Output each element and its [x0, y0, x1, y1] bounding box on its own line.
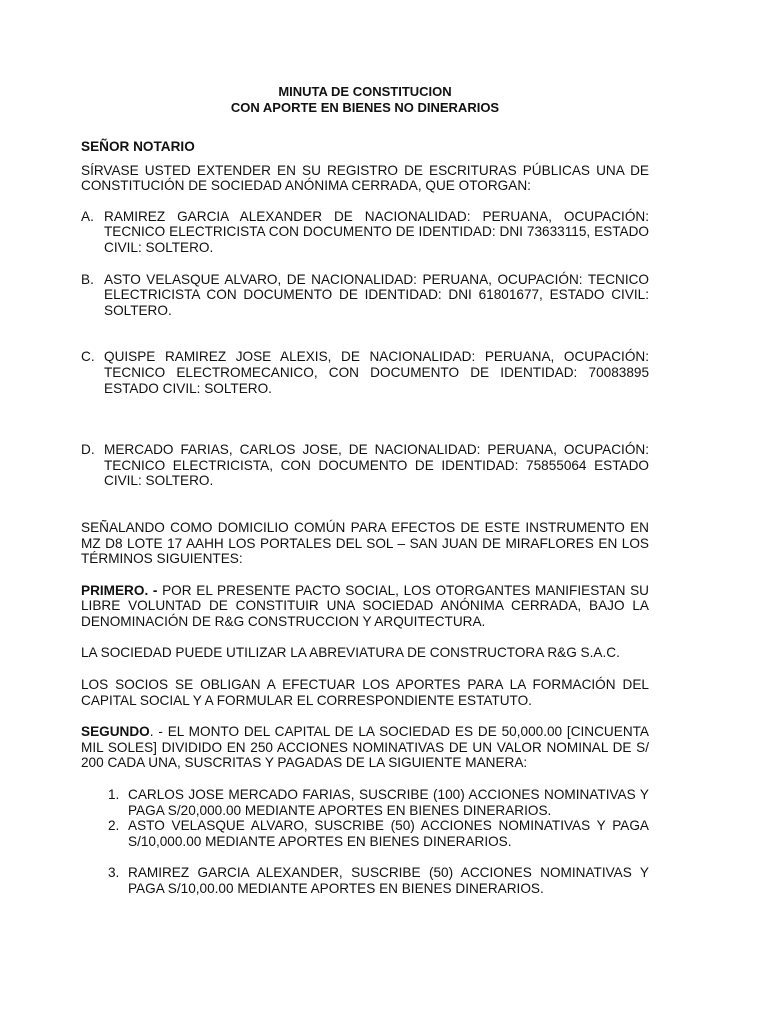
list-marker: 2. [108, 818, 120, 834]
grantor-text: MERCADO FARIAS, CARLOS JOSE, DE NACIONALIDAD: PERUANA, OCUPACIÓN: TECNICO ELECTRICISTA, CON DOCUMENTO DE IDENTIDAD: 75855064 ESTADO CIVIL: SOLTERO. [104, 442, 649, 489]
primero-text: POR EL PRESENTE PACTO SOCIAL, LOS OTORGANTES MANIFIESTAN SU LIBRE VOLUNTAD DE CONSTITUIR UNA SOCIEDAD ANÓNIMA CERRADA, BAJO LA DENOMINACIÓN DE R&G CONSTRUCCION Y ARQUITECTURA. [81, 582, 649, 629]
segundo-paragraph [81, 724, 649, 771]
document-page [81, 84, 649, 897]
document-subtitle: CON APORTE EN BIENES NO DINERARIOS [230, 99, 500, 115]
list-marker: B. [81, 271, 94, 287]
grantor-text: RAMIREZ GARCIA ALEXANDER DE NACIONALIDAD: PERUANA, OCUPACIÓN: TECNICO ELECTRICISTA CON DOCUMENTO DE IDENTIDAD: DNI 73633115, ESTADO CIVIL: SOLTERO. [104, 208, 649, 255]
obligation-paragraph: LOS SOCIOS SE OBLIGAN A EFECTUAR LOS APORTES PARA LA FORMACIÓN DEL CAPITAL SOCIAL Y A FORMULAR EL CORRESPONDIENTE ESTATUTO. [81, 677, 649, 708]
list-marker: A. [81, 208, 94, 224]
intro-paragraph: SÍRVASE USTED EXTENDER EN SU REGISTRO DE ESCRITURAS PÚBLICAS UNA DE CONSTITUCIÓN DE SOCIEDAD ANÓNIMA CERRADA, QUE OTORGAN: [81, 162, 649, 194]
grantor-text: ASTO VELASQUE ALVARO, DE NACIONALIDAD: PERUANA, OCUPACIÓN: TECNICO ELECTRICISTA CON DOCUMENTO DE IDENTIDAD: DNI 61801677, ESTADO CIVIL: SOLTERO. [104, 271, 649, 318]
grantor-item-b [81, 272, 649, 319]
grantor-text: QUISPE RAMIREZ JOSE ALEXIS, DE NACIONALIDAD: PERUANA, OCUPACIÓN: TECNICO ELECTROMECANICO, CON DOCUMENTO DE IDENTIDAD: 70083895 ESTADO CIVIL: SOLTERO. [104, 349, 649, 396]
subscription-text: CARLOS JOSE MERCADO FARIAS, SUSCRIBE (100) ACCIONES NOMINATIVAS Y PAGA S/20,000.00 MEDIANTE APORTES EN BIENES DINERARIOS. [128, 787, 649, 818]
primero-label: PRIMERO. - [81, 582, 158, 598]
grantor-item-c [81, 349, 649, 396]
list-marker: D. [81, 442, 95, 458]
segundo-label: SEGUNDO [81, 724, 150, 740]
salutation: SEÑOR NOTARIO [81, 139, 195, 154]
grantor-item-d [81, 442, 649, 489]
subscription-text: ASTO VELASQUE ALVARO, SUSCRIBE (50) ACCIONES NOMINATIVAS Y PAGA S/10,000.00 MEDIANTE APORTES EN BIENES DINERARIOS. [128, 818, 649, 849]
grantor-item-a [81, 209, 649, 256]
document-title: MINUTA DE CONSTITUCION [278, 84, 452, 99]
subscription-item-1 [81, 787, 649, 818]
domicile-paragraph: SEÑALANDO COMO DOMICILIO COMÚN PARA EFECTOS DE ESTE INSTRUMENTO EN MZ D8 LOTE 17 AAHH LOS PORTALES DEL SOL – SAN JUAN DE MIRAFLORES EN LOS TÉRMINOS SIGUIENTES: [81, 519, 649, 567]
list-marker: 3. [108, 865, 120, 881]
subscription-text: RAMIREZ GARCIA ALEXANDER, SUSCRIBE (50) ACCIONES NOMINATIVAS Y PAGA S/10,00.00 MEDIANTE APORTES EN BIENES DINERARIOS. [128, 865, 649, 896]
list-marker: C. [81, 349, 95, 365]
subscription-item-3 [81, 865, 649, 896]
subscription-item-2 [81, 818, 649, 849]
list-marker: 1. [108, 787, 120, 803]
segundo-text: . - EL MONTO DEL CAPITAL DE LA SOCIEDAD ES DE 50,000.00 [CINCUENTA MIL SOLES] DIVIDIDO EN 250 ACCIONES NOMINATIVAS DE UN VALOR NOMINAL DE S/ 200 CADA UNA, SUSCRITAS Y PAGADAS DE LA SIGUIENTE MANERA: [81, 724, 649, 771]
abbreviation-paragraph: LA SOCIEDAD PUEDE UTILIZAR LA ABREVIATURA DE CONSTRUCTORA R&G S.A.C. [81, 645, 620, 661]
primero-paragraph [81, 583, 649, 630]
